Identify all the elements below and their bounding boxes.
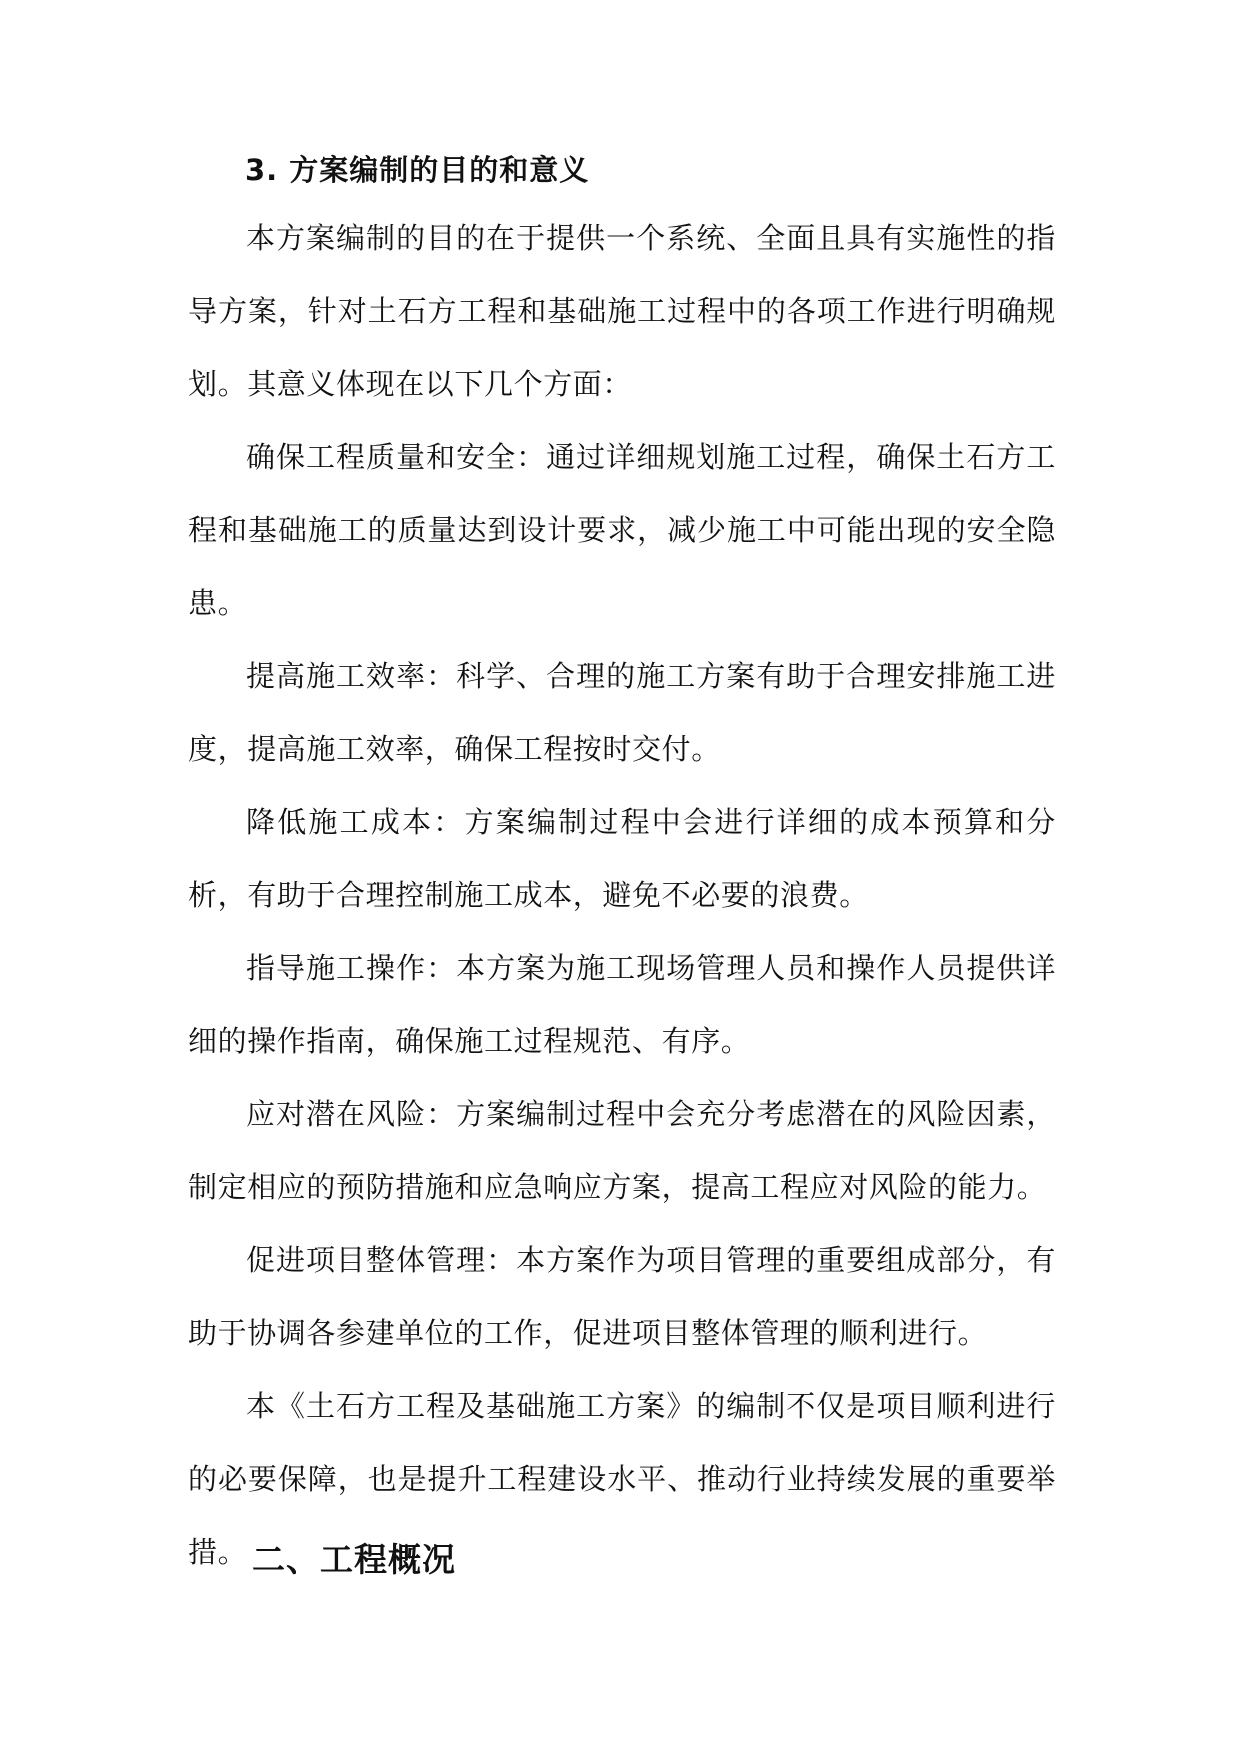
body-text	[188, 202, 1056, 1589]
paragraph-conclusion: 本《土石方工程及基础施工方案》的编制不仅是项目顺利进行的必要保障，也是提升工程建设水平、推动行业持续发展的重要举措。	[188, 1389, 1056, 1569]
paragraph-efficiency: 提高施工效率：科学、合理的施工方案有助于合理安排施工进度，提高施工效率，确保工程按时交付。	[188, 659, 1056, 766]
chapter-heading: 二、工程概况	[252, 1540, 456, 1579]
paragraph-risk: 应对潜在风险：方案编制过程中会充分考虑潜在的风险因素，制定相应的预防措施和应急响应方案，提高工程应对风险的能力。	[188, 1097, 1056, 1204]
paragraph-cost: 降低施工成本：方案编制过程中会进行详细的成本预算和分析，有助于合理控制施工成本，避免不必要的浪费。	[188, 805, 1056, 912]
paragraph-intro: 本方案编制的目的在于提供一个系统、全面且具有实施性的指导方案，针对土石方工程和基础施工过程中的各项工作进行明确规划。其意义体现在以下几个方面：	[188, 221, 1056, 401]
section-heading: 3. 方案编制的目的和意义	[245, 153, 590, 187]
paragraph-quality-safety: 确保工程质量和安全：通过详细规划施工过程，确保土石方工程和基础施工的质量达到设计要求，减少施工中可能出现的安全隐患。	[188, 440, 1056, 620]
paragraph-management: 促进项目整体管理：本方案作为项目管理的重要组成部分，有助于协调各参建单位的工作，促进项目整体管理的顺利进行。	[188, 1243, 1056, 1350]
paragraph-guidance: 指导施工操作：本方案为施工现场管理人员和操作人员提供详细的操作指南，确保施工过程规范、有序。	[188, 951, 1056, 1058]
